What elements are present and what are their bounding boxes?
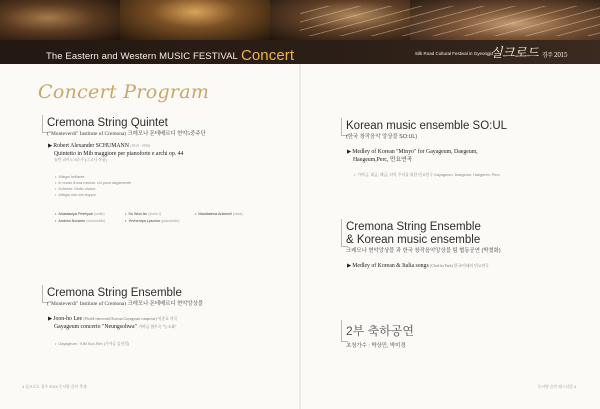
item-line-cont: Haegeum,Perc, 민요연곡 (353, 156, 413, 163)
composer-line (48, 143, 183, 151)
soloist-note: • Gayageum : KIM Sun-Rim (가야금 김선림) (55, 342, 130, 346)
movement-item: • Scherzo: Molto vivace (55, 187, 96, 191)
work-line (48, 324, 177, 332)
program-item-minyo (347, 149, 478, 164)
program-title: Concert Program (38, 81, 210, 103)
composer-note: (World-renowned Korean Gayageum composer) 이준호 작곡 (83, 317, 178, 321)
section-subtitle: ("Monteverdi" Institute of Cremona) 크레모나 몬테베르디 현악앙상블 (47, 301, 204, 307)
triangle-bullet-icon: ▶ (347, 149, 352, 155)
bullet-icon: • (125, 219, 127, 223)
work-title: Quintetto in Mib maggiore per pianoforte e archi op. 44 (54, 150, 184, 157)
performer: • Yevheniya Lysohor (pianoforte) (125, 219, 180, 223)
composer-years: (1810 - 1856) (130, 144, 151, 148)
section-subtitle: (한국 창작음악 앙상블 SO:UL) (346, 134, 418, 140)
work-korean: 슈만 피아노 5중주 (그고사 작품) (54, 158, 107, 162)
bullet-icon: • (354, 173, 356, 177)
work-korean: 가야금 협주곡 "능소화" (138, 324, 177, 329)
festival-prefix: The Eastern and Western MUSIC FESTIVAL (46, 51, 238, 62)
section-joint-performance (346, 221, 501, 255)
performer-list (55, 211, 265, 224)
festival-word: Concert (240, 47, 295, 64)
work-title: Gayageum concerto "Neungsohwa" (54, 323, 137, 330)
logo-suffix: 경주 2015 (541, 52, 568, 59)
bullet-icon: • (55, 187, 57, 191)
movement-list (55, 174, 131, 198)
section-subtitle: 크레모나 현악앙상블 과 한국 창작음악앙상블 팀 협동공연 (박철화) (346, 248, 501, 254)
section-title: Cremona String Quintet (47, 117, 168, 129)
bullet-icon: • (55, 181, 57, 185)
logo-text: 실크로드 (490, 46, 539, 61)
bullet-icon: • (55, 175, 57, 179)
movement-item: • Allegro ma non troppo (55, 193, 96, 197)
performer: • Andrea Noramo (violoncello) (55, 219, 106, 223)
program-item-neungsohwa (48, 316, 177, 331)
movement-item: • Allegro brillante (55, 175, 85, 179)
folio-right: 동서양 음악 페스티벌 5 (537, 385, 576, 389)
program-item-schumann (48, 143, 183, 163)
banner-photo-violinist (0, 0, 120, 40)
bullet-icon: • (55, 212, 57, 216)
section-subtitle: ("Monteverdi" Institute of Cremona) 크레모나 몬테베르디 현악5중주단 (47, 131, 206, 137)
section-cremona-ensemble (47, 287, 203, 308)
page-gutter (299, 64, 301, 409)
performer: • Maddalena Adamoli (viola) (195, 212, 243, 216)
silk-road-label: Silk Road Cultural Festival in Gyeongju (415, 51, 494, 56)
header-banner (0, 0, 600, 64)
minyo-note: • 가야금, 대금, 해금, 타악 주자를 위한 민요연곡 Gayageum, Daegeum, Haegeum, Perc. (354, 173, 501, 177)
triangle-bullet-icon: ▶ (347, 263, 352, 269)
composer-name: Robert Alexander SCHUMANN (53, 143, 129, 149)
bullet-icon: • (195, 212, 197, 216)
festival-title (46, 47, 294, 64)
composer-line (48, 316, 177, 324)
performer: • Anastasiya Petrhyuk (violin) (55, 212, 105, 216)
composer-name: Joon-ho Lee (53, 316, 83, 322)
triangle-bullet-icon: ▶ (48, 143, 53, 149)
festival-logo (490, 42, 567, 61)
banner-photo-hall (120, 0, 270, 40)
triangle-bullet-icon: ▶ (48, 316, 53, 322)
section-cremona-quintet (47, 117, 206, 138)
section-title: 2부 축하공연 (346, 324, 414, 338)
movement-item: • In modo d'una marcia. Un poco largamente (55, 181, 132, 185)
section-title-line1: Cremona String Ensemble (346, 221, 481, 233)
section-korean-ensemble (346, 120, 507, 141)
performer: • So Won An (violin I) (125, 212, 161, 216)
item-line: ▶Medley of Korean "Minyo" for Gayageum, Daegeum, (347, 149, 478, 155)
bullet-icon: • (55, 193, 57, 197)
program-item-medley (347, 263, 489, 271)
banner-strings-decoration (300, 6, 600, 36)
section-title-line2: & Korean music ensemble (346, 234, 481, 246)
section-celebration (346, 322, 414, 349)
bullet-icon: • (55, 342, 57, 346)
item-note: (Chul-ha Park) 한국/이태리 민요연곡 (430, 264, 489, 268)
section-subtitle: 초청가수 : 박상민, 박미경 (346, 343, 406, 349)
bullet-icon: • (55, 219, 57, 223)
section-title: Cremona String Ensemble (47, 287, 182, 299)
section-title: Korean music ensemble SO:UL (346, 120, 508, 132)
folio-left: 4 실크로드 경주 2015 동서양 음악 축제 (22, 385, 87, 389)
item-line: ▶Medley of Korean & Italia songs (Chul-ha Park) 한국/이태리 민요연곡 (347, 263, 489, 269)
bullet-icon: • (125, 212, 127, 216)
